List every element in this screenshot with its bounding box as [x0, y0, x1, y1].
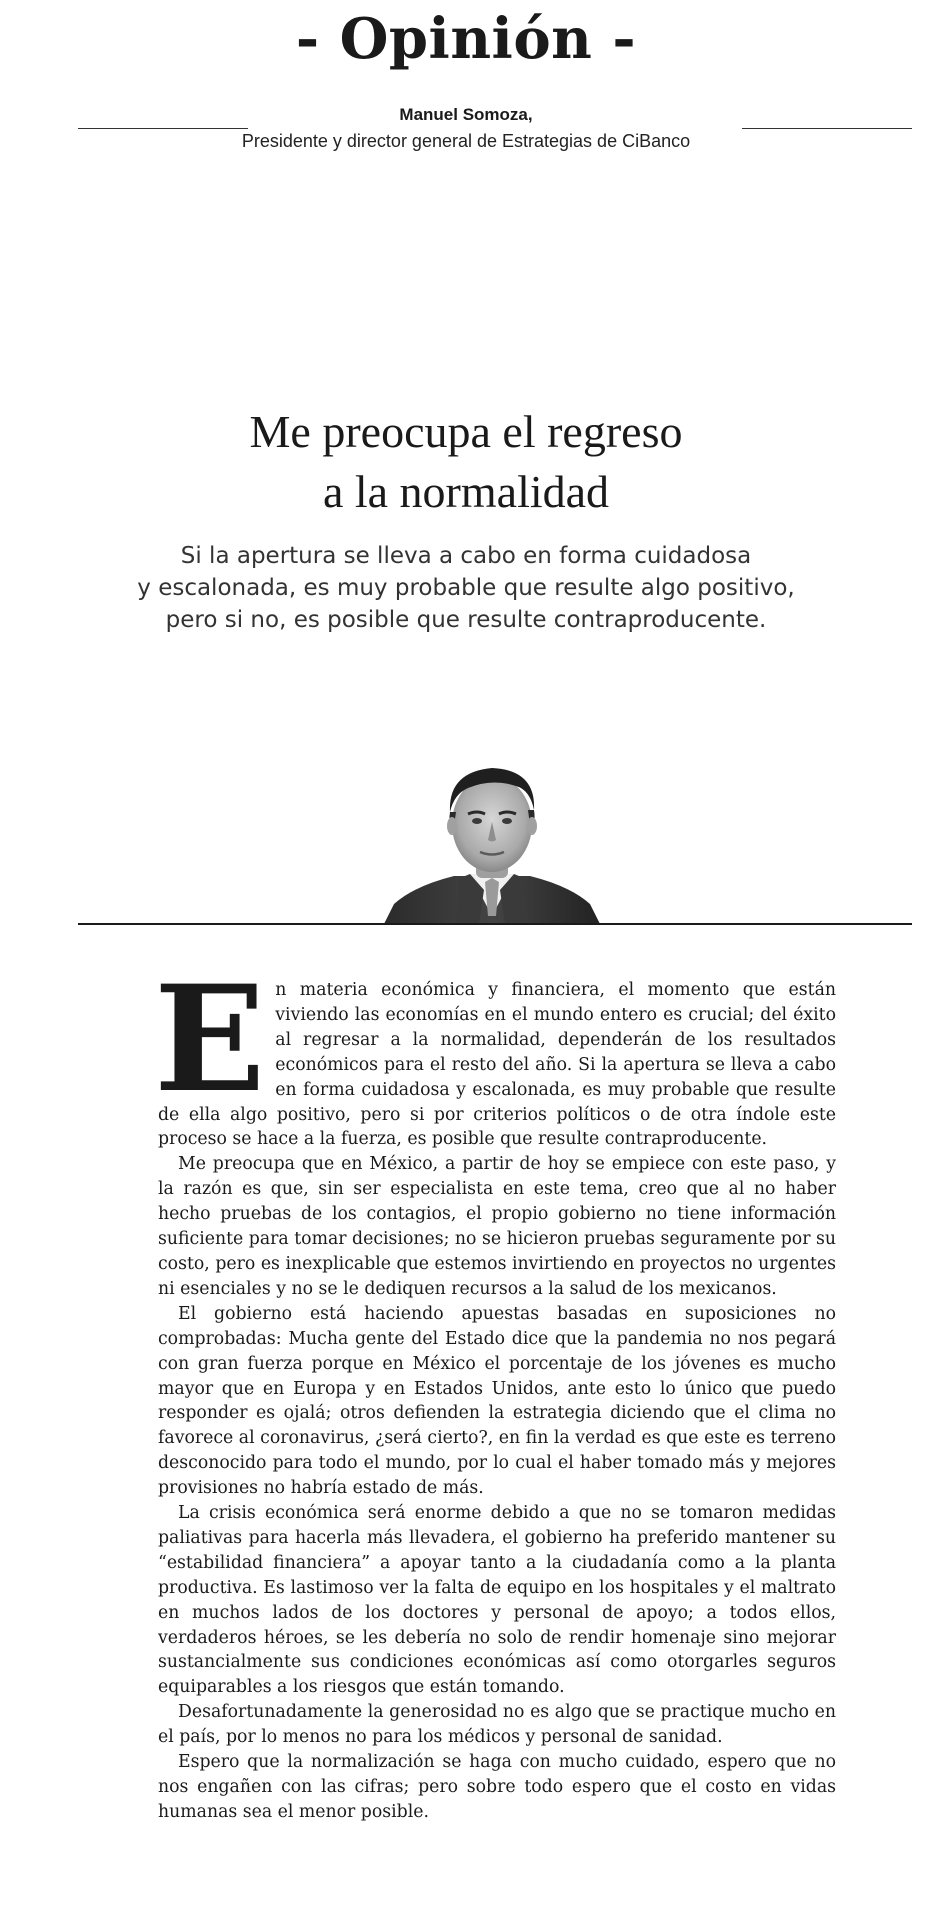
drop-cap: E — [154, 954, 266, 1125]
author-name: Manuel Somoza, — [399, 105, 533, 124]
deck-line-3: pero si no, es posible que resulte contraproducente. — [165, 607, 767, 633]
deck-subheadline — [0, 540, 932, 636]
hero-divider-rule — [78, 923, 912, 925]
article-paragraph-4: La crisis económica será enorme debido a que no se tomaron medidas paliativas para hacerla más llevadera, el gobierno ha preferido mantener su “estabilidad financiera” a apoyar tanto a la ciudadanía como a la planta productiva. Es lastimoso ver la falta de equipo en los hospitales y el maltrato en muchos lados de los doctores y personal de apoyo; a todos ellos, verdaderos héroes, se les debería no solo de rendir homenaje sino mejorar sustancialmente sus condiciones económicas así como otorgarles seguros equiparables a los riesgos que están tomando. — [158, 1503, 836, 1698]
headline-line-2: a la normalidad — [322, 466, 610, 517]
section-title: - Opinión - — [295, 6, 637, 72]
article-paragraph-6: Espero que la normalización se haga con mucho cuidado, espero que no nos engañen con las cifras; pero sobre todo espero que el costo en vidas humanas sea el menor posible. — [158, 1752, 836, 1822]
headline — [0, 402, 932, 522]
article-paragraph-1 — [154, 954, 836, 1152]
deck-line-1: Si la apertura se lleva a cabo en forma cuidadosa — [180, 543, 752, 569]
article-body — [154, 954, 836, 1825]
article-paragraph-2: Me preocupa que en México, a partir de hoy se empiece con este paso, y la razón es que, sin ser especialista en este tema, creo que al no haber hecho pruebas de los contagios, el propio gobierno no tiene información suficiente para tomar decisiones; no se hicieron pruebas seguramente por su costo, pero es inexplicable que estemos invirtiendo en proyectos no urgentes ni esenciales y no se le dediquen recursos a la salud de los mexicanos. — [158, 1154, 836, 1299]
author-role: Presidente y director general de Estrategias de CiBanco — [241, 131, 691, 151]
article-paragraph-5: Desafortunadamente la generosidad no es algo que se practique mucho en el país, por lo menos no para los médicos y personal de sanidad. — [158, 1702, 836, 1748]
headline-line-1: Me preocupa el regreso — [249, 406, 683, 457]
article-paragraph-1-text: n materia económica y financiera, el momento que están viviendo las economías en el mundo entero es crucial; del éxito al regresar a la normalidad, dependerán de los resultados económicos para el resto del año. Si la apertura se lleva a cabo en forma cuidadosa y escalonada, es muy probable que resulte de ella algo positivo, pero si por criterios políticos o de otra índole este proceso se hace a la fuerza, es posible que resulte contraproducente. — [158, 980, 836, 1150]
author-portrait-photo — [384, 766, 600, 924]
deck-line-2: y escalonada, es muy probable que resulte algo positivo, — [137, 575, 795, 601]
article-paragraph-3: El gobierno está haciendo apuestas basadas en suposiciones no comprobadas: Mucha gente del Estado dice que la pandemia no nos pegará con gran fuerza porque en México el porcentaje de los jóvenes es mucho mayor que en Europa y en Estados Unidos, ante esto lo único que puedo responder es ojalá; otros defienden la estrategia diciendo que el clima no favorece al coronavirus, ¿será cierto?, en fin la verdad es que este es terreno desconocido para todo el mundo, por lo cual el haber tomado más y mejores provisiones no habría estado de más. — [158, 1303, 836, 1499]
